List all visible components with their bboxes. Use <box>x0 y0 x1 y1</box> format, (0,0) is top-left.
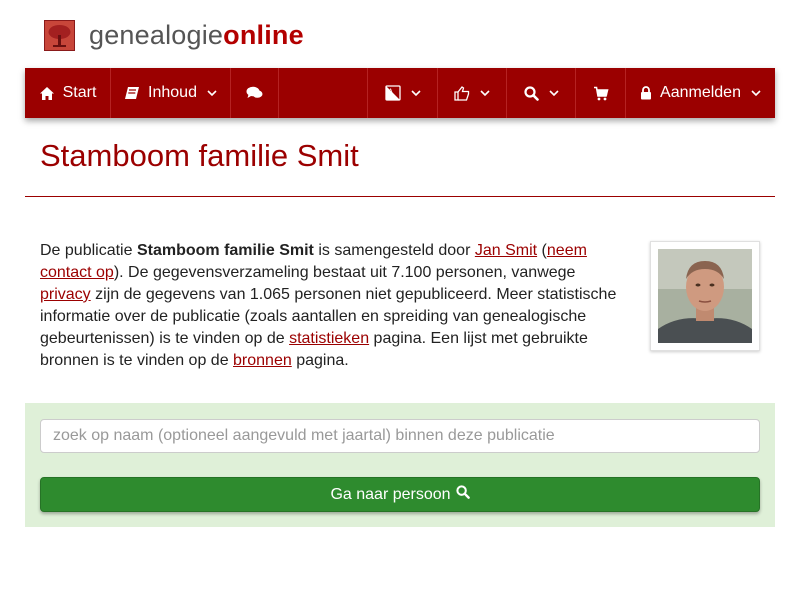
brand[interactable] <box>44 18 304 52</box>
chevron-down-icon <box>411 90 421 97</box>
search-icon <box>524 86 539 101</box>
statistics-link[interactable]: statistieken <box>289 330 370 347</box>
chevron-down-icon <box>207 90 217 97</box>
nav-search[interactable] <box>507 68 576 118</box>
nav-login[interactable] <box>626 68 775 118</box>
brand-name-part1: genealogie <box>89 19 224 50</box>
publication-intro <box>40 240 620 372</box>
nav-start-label: Start <box>62 84 97 101</box>
intro-text: ). De gegevensverzameling bestaat uit 7.100 personen, vanwege <box>113 264 576 281</box>
person-search-panel <box>25 403 775 527</box>
book-icon <box>124 86 140 100</box>
sources-link[interactable]: bronnen <box>233 352 292 369</box>
page-title: Stamboom familie Smit <box>40 138 359 173</box>
author-link[interactable]: Jan Smit <box>474 242 538 259</box>
nav-share[interactable] <box>438 68 507 118</box>
nav-login-label: Aanmelden <box>660 84 741 101</box>
search-icon <box>456 485 470 504</box>
chevron-down-icon <box>480 90 490 97</box>
go-to-person-button[interactable] <box>40 477 760 512</box>
author-photo[interactable] <box>650 241 760 351</box>
intro-text: ( <box>537 242 547 259</box>
contact-link[interactable]: neem contact op <box>40 242 587 281</box>
nav-language[interactable] <box>368 68 438 118</box>
chevron-down-icon <box>751 90 761 97</box>
intro-text: is samengesteld door <box>313 242 475 259</box>
go-to-person-label: Ga naar persoon <box>330 485 451 503</box>
intro-text: pagina. <box>291 352 349 369</box>
nav-cart[interactable] <box>576 68 626 118</box>
privacy-link[interactable]: privacy <box>40 286 91 303</box>
brand-name <box>89 20 304 51</box>
nav-inhoud[interactable] <box>111 68 231 118</box>
author-photo-image <box>658 249 752 343</box>
title-divider <box>25 196 775 197</box>
home-icon <box>39 86 55 101</box>
publication-name: Stamboom familie Smit <box>136 242 314 259</box>
intro-text: De publicatie <box>40 242 137 259</box>
chevron-down-icon <box>549 90 559 97</box>
intro-text: zijn de gegevens van 1.065 personen niet gepubliceerd. Meer statistische informatie over de publicatie (zoals aantallen en spreiding van genealogische gebeurtenissen) is te vinden op de <box>40 286 617 347</box>
nav-spacer <box>279 68 368 118</box>
lock-icon <box>640 86 652 100</box>
nav-inhoud-label: Inhoud <box>148 84 197 101</box>
brand-name-part2: online <box>223 19 304 50</box>
language-icon <box>385 85 401 101</box>
svg-text:A: A <box>388 88 393 95</box>
nav-start[interactable] <box>25 68 111 118</box>
thumbs-up-icon <box>454 86 470 101</box>
tree-icon <box>44 20 75 51</box>
person-search-input[interactable] <box>40 419 760 453</box>
intro-text: pagina. Een lijst met gebruikte bronnen is te vinden op de <box>40 330 588 369</box>
nav-forum[interactable] <box>231 68 279 118</box>
comments-icon <box>246 86 263 100</box>
cart-icon <box>593 86 609 101</box>
main-navbar <box>25 68 775 118</box>
